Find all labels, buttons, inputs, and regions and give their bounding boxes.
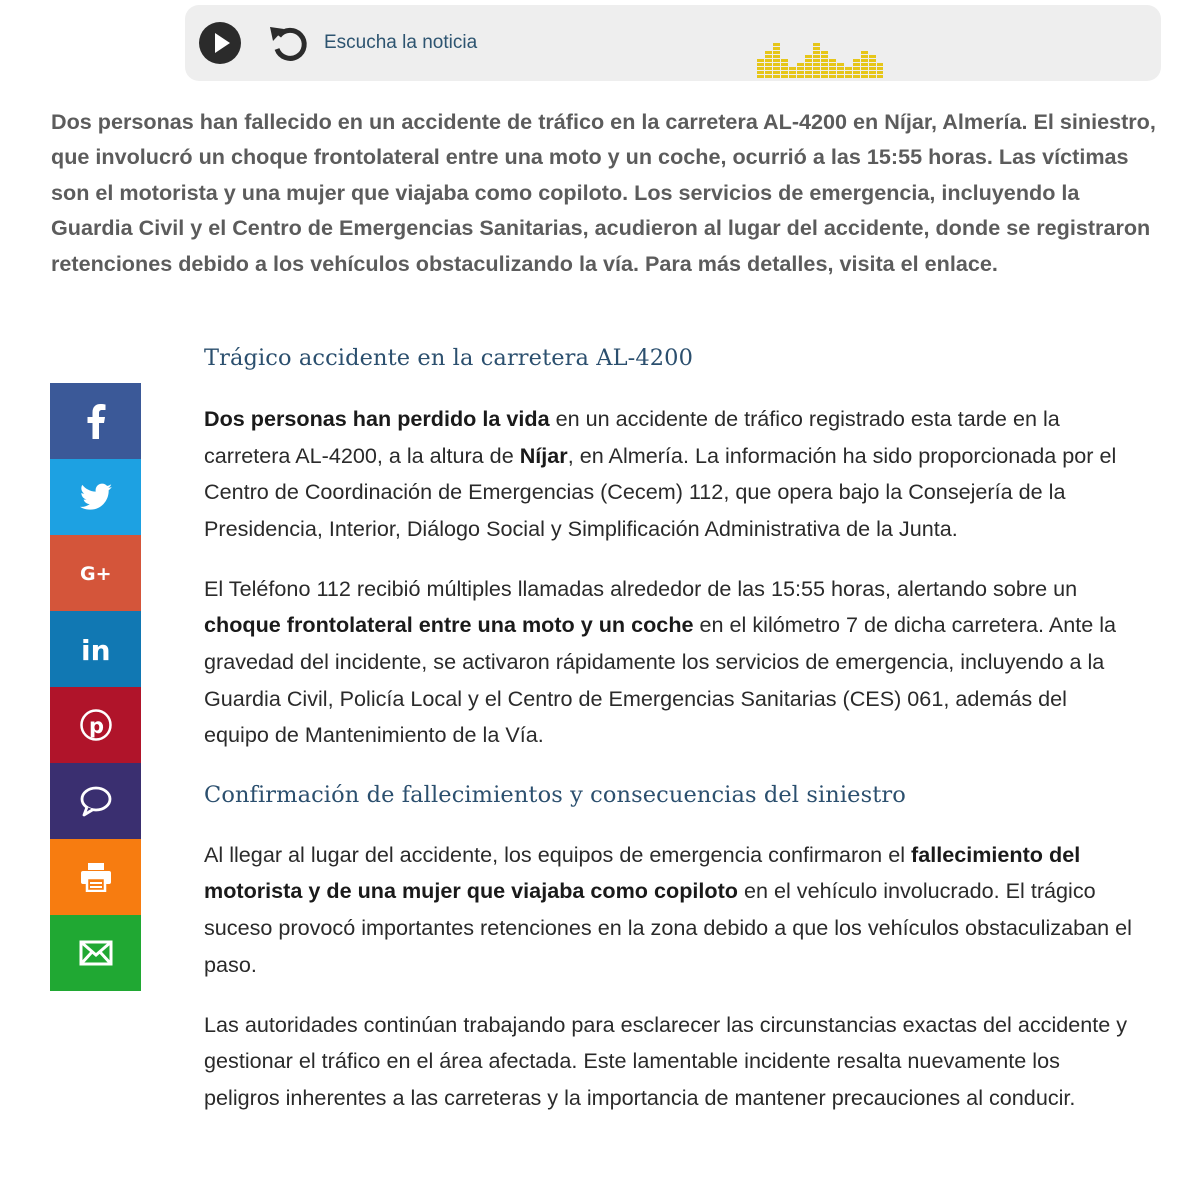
replay-icon — [267, 22, 311, 66]
share-sidebar — [50, 383, 141, 991]
article-paragraph-2: El Teléfono 112 recibió múltiples llamadas alrededor de las 15:55 horas, alertando sobre un choque frontolateral entre una moto y un coche en el kilómetro 7 de dicha carretera. Ante la gravedad del incidente, se activaron rápidamente los servicios de emergencia, incluyendo a la Guardia Civil, Policía Local y el Centro de Emergencias Sanitarias (CES) 061, además del equipo de Mantenimiento de la Vía. — [204, 575, 1117, 748]
pinterest-icon — [79, 708, 113, 742]
svg-text:p: p — [88, 714, 104, 738]
audio-player — [185, 5, 1161, 81]
article-heading-confirmation: Confirmación de fallecimientos y consecuencias del siniestro — [204, 781, 906, 808]
share-linkedin-button[interactable] — [50, 611, 141, 687]
article-summary: Dos personas han fallecido en un accidente de tráfico en la carretera AL-4200 en Níjar, Almería. El siniestro, que involucró un choque frontolateral entre una moto y un coche, ocurrió a las 15:55 horas. Las víctimas son el motorista y una mujer que viajaba como copiloto. Los servicios de emergencia, incluyendo la Guardia Civil y el Centro de Emergencias Sanitarias, acudieron al lugar del accidente, donde se registraron retenciones debido a los vehículos obstaculizando la vía. Para más detalles, visita el enlace. — [51, 109, 1156, 276]
share-twitter-button[interactable] — [50, 459, 141, 535]
comment-icon — [79, 785, 113, 817]
play-icon — [199, 22, 241, 64]
share-pinterest-button[interactable] — [50, 687, 141, 763]
facebook-icon — [84, 403, 108, 439]
article-body — [204, 340, 1134, 1117]
bold-text: fallecimiento del motorista y de una mujer que viajaba como copiloto — [204, 841, 1081, 904]
listen-news-label[interactable]: Escucha la noticia — [324, 32, 478, 53]
play-button[interactable] — [199, 22, 241, 64]
linkedin-icon — [80, 634, 112, 664]
article-paragraph-4: Las autoridades continúan trabajando para esclarecer las circunstancias exactas del accidente y gestionar el tráfico en el área afectada. Este lamentable incidente resalta nuevamente los peligros inherentes a las carreteras y la importancia de mantener precauciones al conducir. — [204, 1011, 1128, 1110]
replay-button[interactable] — [267, 22, 311, 66]
svg-text:G+: G+ — [79, 563, 112, 585]
article-paragraph-3: Al llegar al lugar del accidente, los equipos de emergencia confirmaron el fallecimiento del motorista y de una mujer que viajaba como copiloto en el vehículo involucrado. El trágico suceso provocó importantes retenciones en la zona debido a que los vehículos obstaculizaban el paso. — [204, 841, 1132, 977]
print-icon — [79, 862, 113, 892]
share-print-button[interactable] — [50, 839, 141, 915]
share-email-button[interactable] — [50, 915, 141, 991]
equalizer-icon — [757, 33, 883, 79]
share-comment-button[interactable] — [50, 763, 141, 839]
article-heading-accident: Trágico accidente en la carretera AL-4200 — [204, 345, 694, 371]
google-plus-icon — [79, 561, 113, 585]
bold-text: choque frontolateral entre una moto y un coche — [204, 612, 694, 638]
svg-text:in: in — [80, 634, 111, 664]
share-google-plus-button[interactable] — [50, 535, 141, 611]
share-facebook-button[interactable] — [50, 383, 141, 459]
bold-text: Dos personas han perdido la vida — [204, 406, 550, 431]
article-paragraph-1: Dos personas han perdido la vida en un accidente de tráfico registrado esta tarde en la carretera AL-4200, a la altura de Níjar, en Almería. La información ha sido proporcionada por el Centro de Coordinación de Emergencias (Cecem) 112, que opera bajo la Consejería de la Presidencia, Interior, Diálogo Social y Simplificación Administrativa de la Junta. — [204, 406, 1117, 541]
email-icon — [79, 940, 113, 966]
twitter-icon — [80, 483, 112, 511]
bold-text: Níjar — [519, 442, 568, 468]
